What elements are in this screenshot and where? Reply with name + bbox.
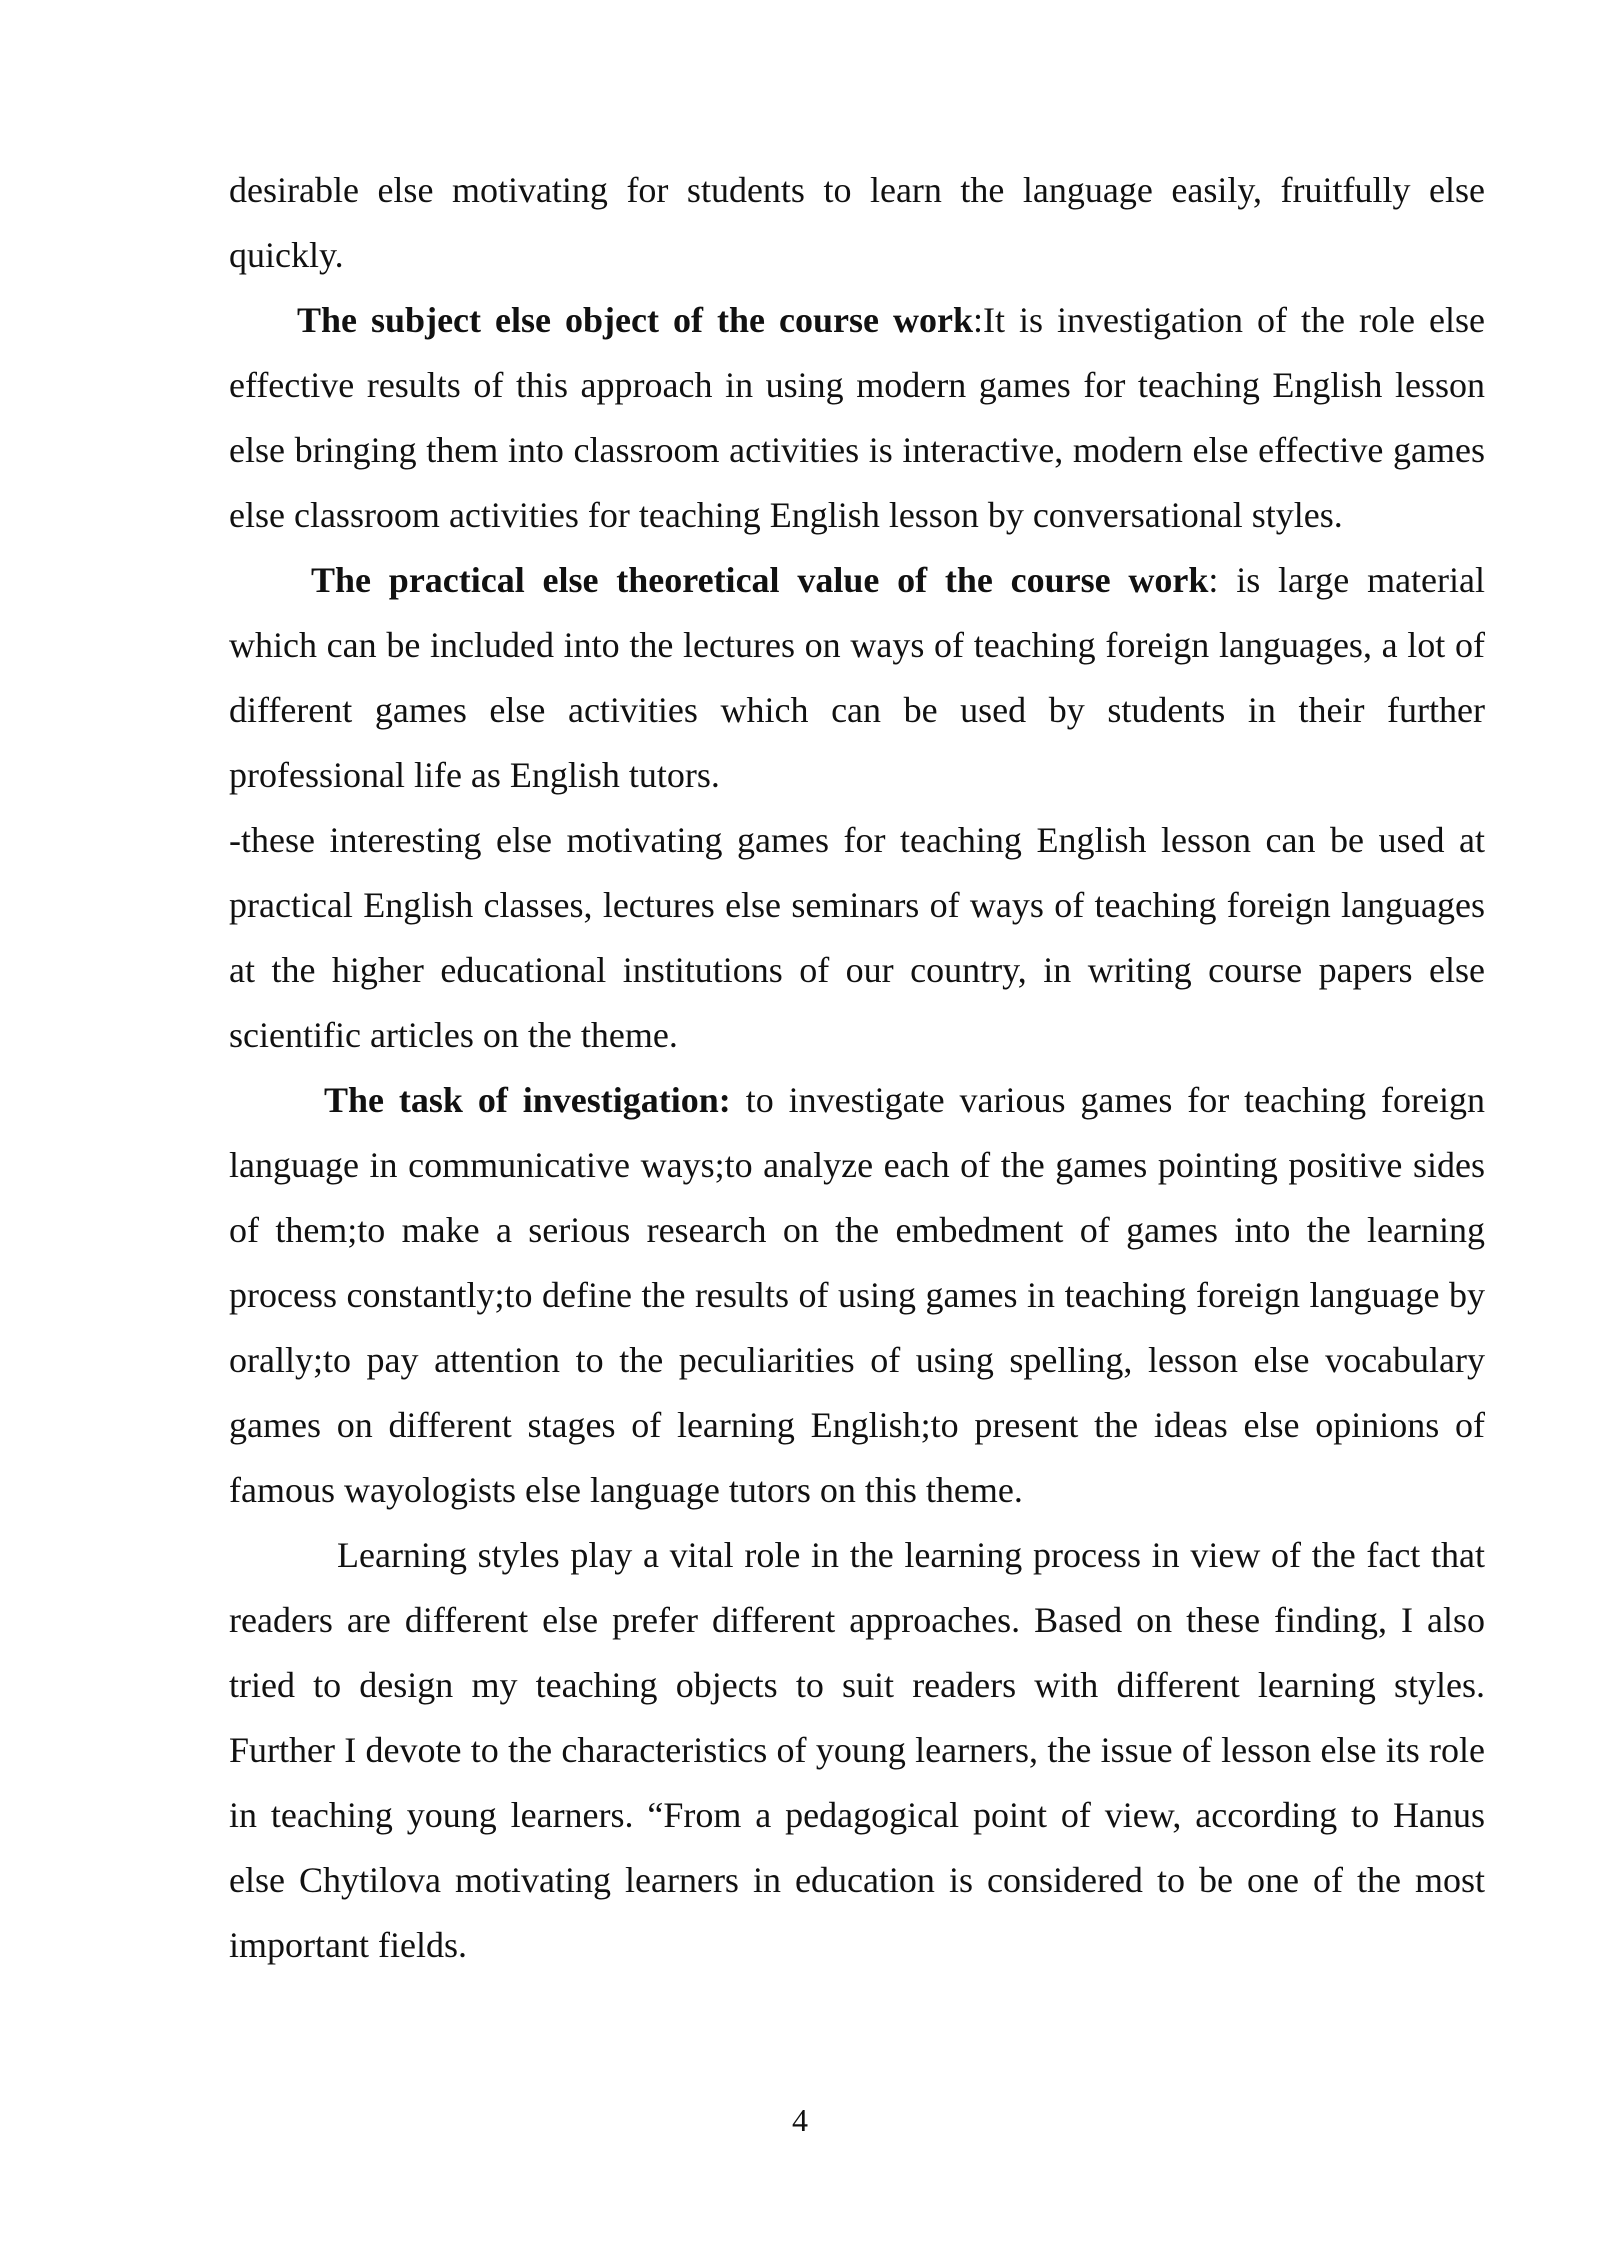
paragraph-text: Learning styles play a vital role in the learning process in view of the fact that readers are different else prefer different approaches. Based on these finding, I also tried to design my teaching objects to suit readers with different learning styles. Further I devote to the characteristics of young learners, the issue of lesson else its role in teaching young learners. “From a pedagogical point of view, according to Hanus else Chytilova motivating learners in education is considered to be one of the most important fields.	[229, 1535, 1485, 1965]
paragraph-subject-object	[229, 288, 1485, 548]
body-text	[229, 158, 1485, 1978]
paragraph-heading: The task of investigation:	[324, 1080, 731, 1120]
paragraph-heading: The practical else theoretical value of the course work	[311, 560, 1209, 600]
paragraph-practical-value	[229, 548, 1485, 808]
paragraph-intro-continuation	[229, 158, 1485, 288]
page-number: 4	[792, 2102, 808, 2138]
paragraph-usage-note	[229, 808, 1485, 1068]
paragraph-heading: The subject else object of the course work	[297, 300, 973, 340]
paragraph-text: desirable else motivating for students to learn the language easily, fruitfully else quickly.	[229, 170, 1485, 275]
paragraph-text: -these interesting else motivating games for teaching English lesson can be used at practical English classes, lectures else seminars of ways of teaching foreign languages at the higher educational institutions of our country, in writing course papers else scientific articles on the theme.	[229, 820, 1485, 1055]
paragraph-task	[229, 1068, 1485, 1523]
paragraph-text: : is large material which can be included into the lectures on ways of teaching foreign languages, a lot of different games else activities which can be used by students in their further professional life as English tutors.	[229, 560, 1485, 795]
paragraph-learning-styles	[229, 1523, 1485, 1978]
paragraph-text: to investigate various games for teaching foreign language in communicative ways;to analyze each of the games pointing positive sides of them;to make a serious research on the embedment of games into the learning process constantly;to define the results of using games in teaching foreign language by orally;to pay attention to the peculiarities of using spelling, lesson else vocabulary games on different stages of learning English;to present the ideas else opinions of famous wayologists else language tutors on this theme.	[229, 1080, 1485, 1510]
paragraph-text: :It is investigation of the role else effective results of this approach in using modern games for teaching English lesson else bringing them into classroom activities is interactive, modern else effective games else classroom activities for teaching English lesson by conversational styles.	[229, 300, 1485, 535]
